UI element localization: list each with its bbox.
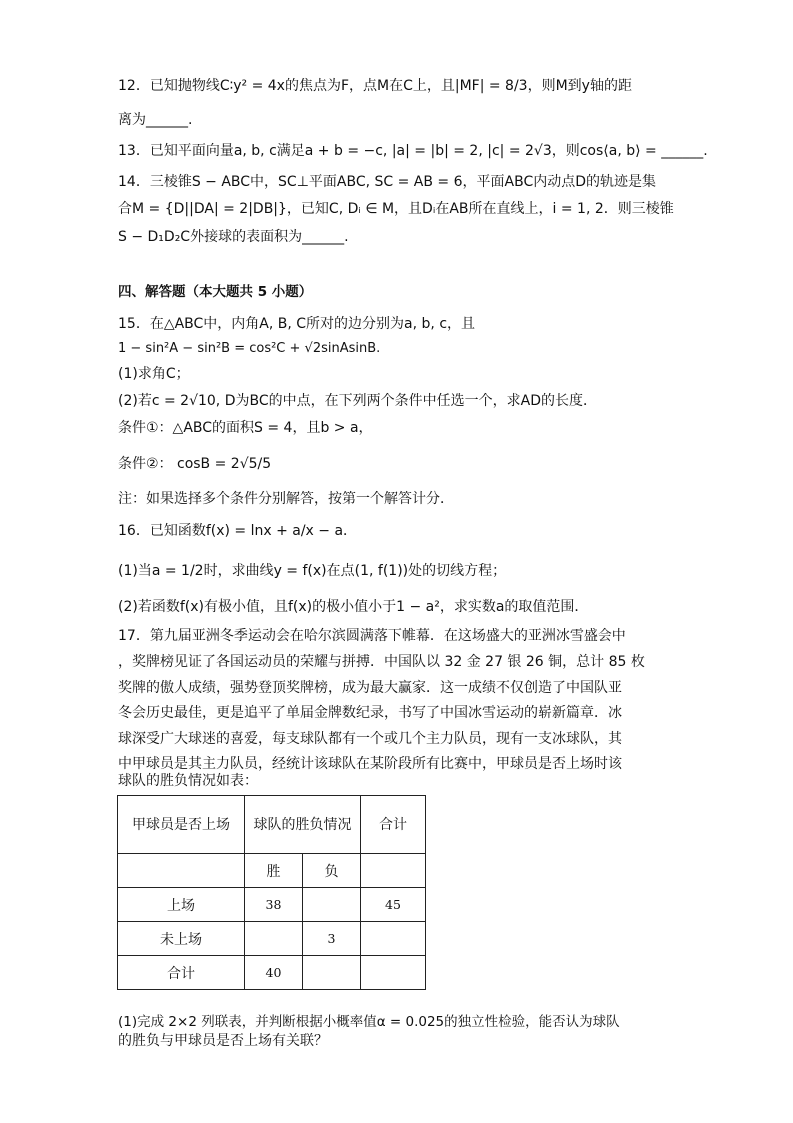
- table-header-row: [118, 796, 426, 854]
- problem-16-part-1: (1)当a = 1/2时，求曲线y = f(x)在点(1, f(1))处的切线方程；: [118, 563, 507, 579]
- table-cell-empty: [118, 854, 245, 888]
- section-title: 四、解答题（本大题共 5 小题）: [118, 284, 313, 300]
- table-cell: [303, 888, 361, 922]
- table-row-label: 上场: [118, 888, 245, 922]
- problem-15-part-1: (1)求角C；: [118, 366, 190, 382]
- table-header-result: 球队的胜负情况: [245, 796, 361, 854]
- table-subheader-win: 胜: [245, 854, 303, 888]
- table-cell: 45: [361, 888, 426, 922]
- table-subheader-row: [118, 854, 426, 888]
- contingency-table: [117, 795, 426, 990]
- problem-15-condition-2: 条件②： cosB = 2√5/5: [118, 456, 272, 472]
- table-row-label: 合计: [118, 956, 245, 990]
- problem-15-equation: 1 − sin²A − sin²B = cos²C + √2sinAsinB.: [118, 341, 381, 356]
- problem-17-line-6: 中甲球员是其主力队员，经统计该球队在某阶段所有比赛中，甲球员是否上场时该: [118, 756, 622, 772]
- problem-16-line-1: 16．已知函数f(x) = lnx + a/x − a．: [118, 523, 358, 539]
- table-header-total: 合计: [361, 796, 426, 854]
- problem-15-line-1: 15．在△ABC中，内角A, B, C所对的边分别为a, b, c，且: [118, 316, 476, 332]
- problem-17-line-2: ，奖牌榜见证了各国运动员的荣耀与拼搏．中国队以 32 金 27 银 26 铜，总计 85 枚: [118, 654, 645, 670]
- table-row: [118, 888, 426, 922]
- problem-17-line-7: 球队的胜负情况如表：: [118, 773, 258, 789]
- problem-17-line-5: 球深受广大球迷的喜爱，每支球队都有一个或几个主力队员，现有一支冰球队，其: [118, 731, 622, 747]
- table-row: [118, 956, 426, 990]
- problem-12-line-2: 离为______.: [118, 112, 193, 128]
- problem-17-line-4: 冬会历史最佳，更是追平了单届金牌数纪录，书写了中国冰雪运动的崭新篇章．冰: [118, 705, 622, 721]
- problem-14-line-1: 14．三棱锥S − ABC中，SC⊥平面ABC, SC = AB = 6，平面ABC内动点D的轨迹是集: [118, 174, 657, 190]
- table-header-player: 甲球员是否上场: [118, 796, 245, 854]
- problem-14-line-2: 合M = {D||DA| = 2|DB|}，已知C, Dᵢ ∈ M，且Dᵢ在AB所在直线上，i = 1, 2．则三棱锥: [118, 201, 674, 217]
- problem-14-line-3: S − D₁D₂C外接球的表面积为______.: [118, 229, 349, 245]
- problem-15-part-2: (2)若c = 2√10, D为BC的中点，在下列两个条件中任选一个，求AD的长度．: [118, 393, 597, 409]
- problem-17-question-1-line-2: 的胜负与甲球员是否上场有关联？: [118, 1033, 328, 1049]
- table-cell: [361, 922, 426, 956]
- table-cell: [303, 956, 361, 990]
- problem-17-question-1-line-1: (1)完成 2×2 列联表，并判断根据小概率值α = 0.025的独立性检验，能否认为球队: [118, 1014, 620, 1030]
- table-cell: 38: [245, 888, 303, 922]
- problem-15-note: 注：如果选择多个条件分别解答，按第一个解答计分．: [118, 491, 454, 507]
- table-cell: 40: [245, 956, 303, 990]
- table-row: [118, 922, 426, 956]
- table-cell-empty: [361, 854, 426, 888]
- problem-17-line-3: 奖牌的傲人成绩，强势登顶奖牌榜，成为最大赢家．这一成绩不仅创造了中国队亚: [118, 680, 622, 696]
- problem-16-part-2: (2)若函数f(x)有极小值，且f(x)的极小值小于1 − a²，求实数a的取值范围．: [118, 599, 589, 615]
- problem-17-line-1: 17．第九届亚洲冬季运动会在哈尔滨圆满落下帷幕．在这场盛大的亚洲冰雪盛会中: [118, 628, 626, 644]
- table-cell: [361, 956, 426, 990]
- table-cell: [245, 922, 303, 956]
- problem-15-condition-1: 条件①：△ABC的面积S = 4，且b > a，: [118, 420, 373, 436]
- table-cell: 3: [303, 922, 361, 956]
- problem-12-line-1: 12．已知抛物线C∶y² = 4x的焦点为F，点M在C上，且|MF| = 8/3，则M到y轴的距: [118, 78, 632, 94]
- problem-13-line-1: 13．已知平面向量a, b, c满足a + b = −c, |a| = |b| = 2, |c| = 2√3，则cos⟨a, b⟩ = ______.: [118, 143, 708, 159]
- table-subheader-lose: 负: [303, 854, 361, 888]
- table-row-label: 未上场: [118, 922, 245, 956]
